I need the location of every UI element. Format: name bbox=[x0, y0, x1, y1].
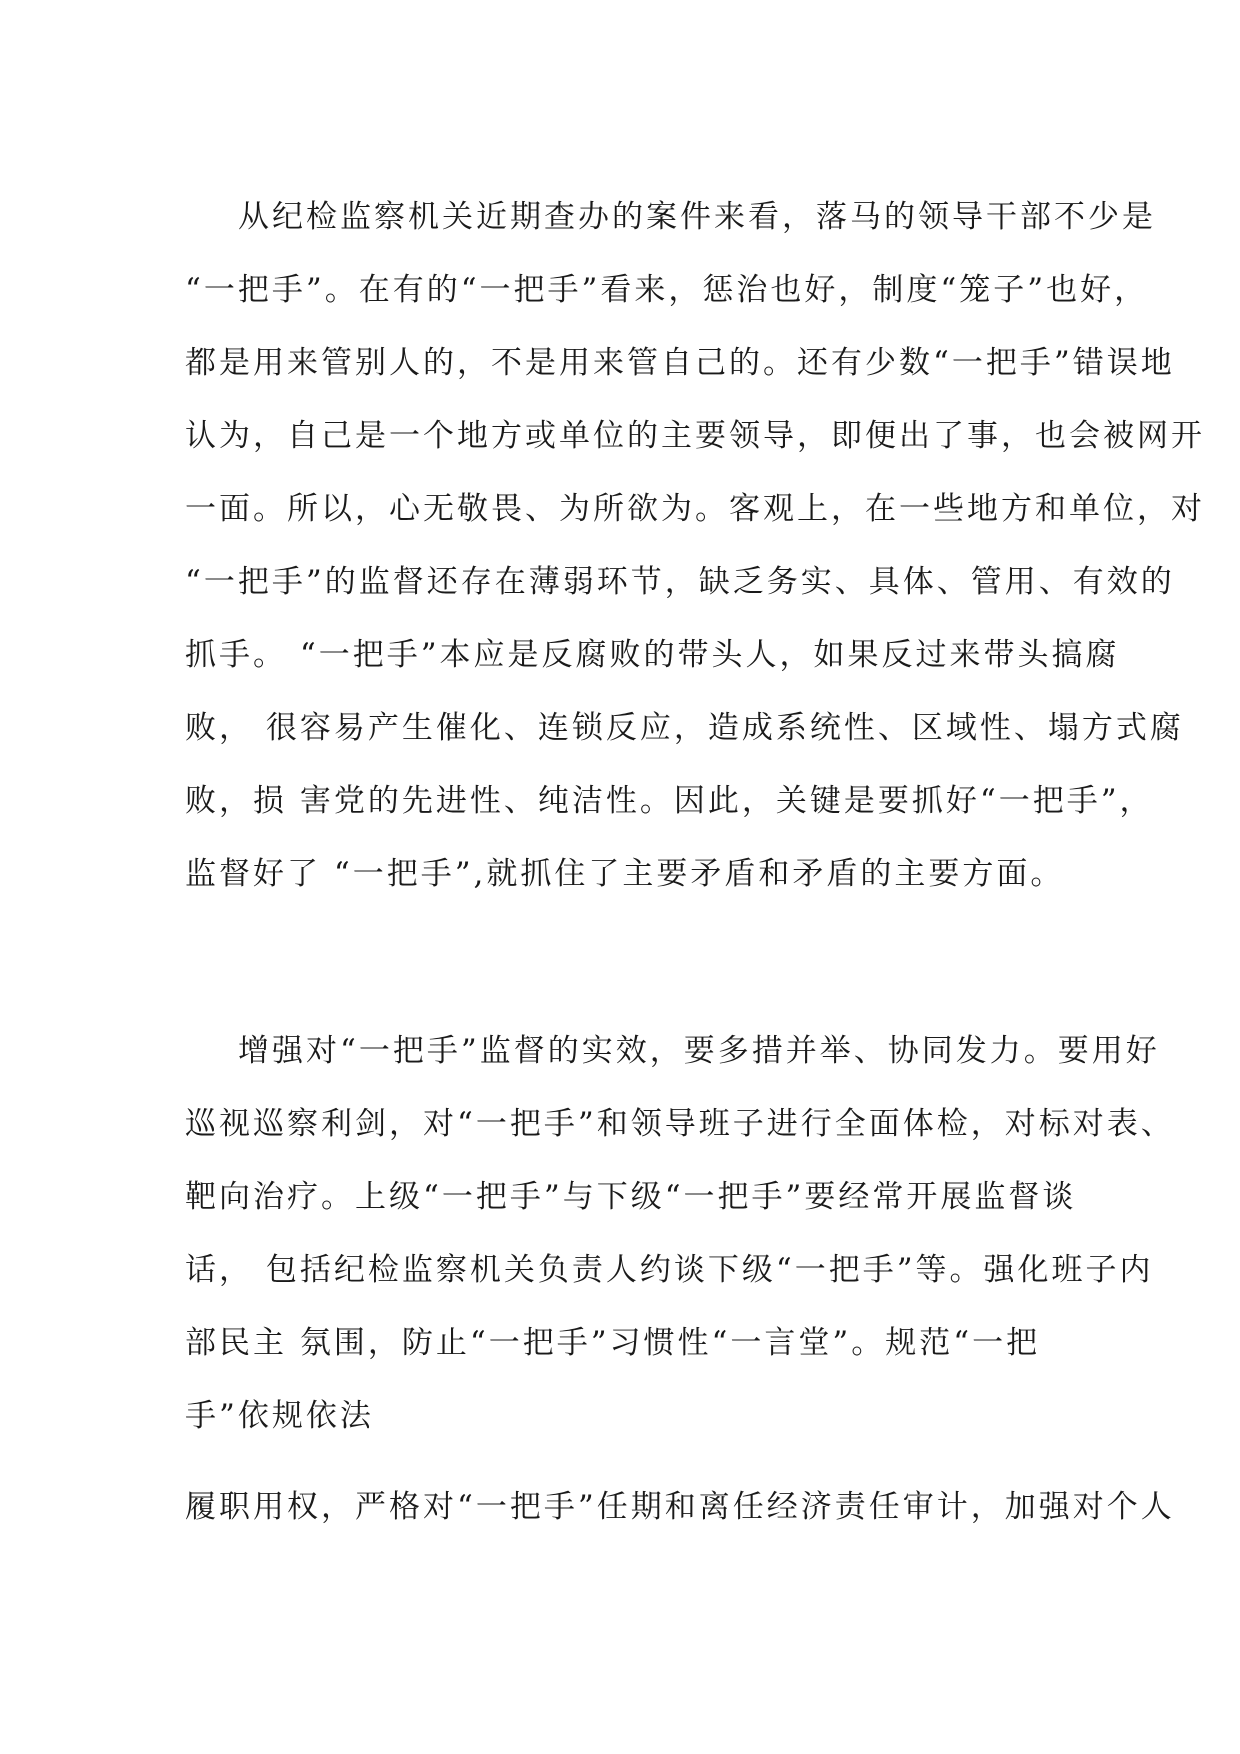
paragraph-1-line-8: 败， 很容易产生催化、连锁反应，造成系统性、区域性、塌方式腐 bbox=[185, 710, 1184, 746]
paragraph-2-line-5: 部民主 氛围，防止“一把手”习惯性“一言堂”。规范“一把 bbox=[185, 1325, 1041, 1361]
paragraph-2-line-4: 话， 包括纪检监察机关负责人约谈下级“一把手”等。强化班子内 bbox=[185, 1252, 1154, 1288]
paragraph-2-line-3: 靶向治疗。上级“一把手”与下级“一把手”要经常开展监督谈 bbox=[185, 1179, 1077, 1215]
paragraph-1-line-10: 监督好了 “一把手”,就抓住了主要矛盾和矛盾的主要方面。 bbox=[185, 856, 1065, 892]
paragraph-1-line-7: 抓手。 “一把手”本应是反腐败的带头人，如果反过来带头搞腐 bbox=[185, 637, 1120, 673]
paragraph-1-line-5: 一面。所以，心无敬畏、为所欲为。客观上，在一些地方和单位，对 bbox=[185, 491, 1205, 527]
paragraph-1-line-4: 认为，自己是一个地方或单位的主要领导，即便出了事，也会被网开 bbox=[185, 418, 1205, 454]
paragraph-2-line-2: 巡视巡察利剑，对“一把手”和领导班子进行全面体检，对标对表、 bbox=[185, 1106, 1175, 1142]
paragraph-1-line-2: “一把手”。在有的“一把手”看来，惩治也好，制度“笼子”也好， bbox=[185, 272, 1149, 308]
paragraph-1-line-3: 都是用来管别人的，不是用来管自己的。还有少数“一把手”错误地 bbox=[185, 345, 1175, 381]
paragraph-1-line-1: 从纪检监察机关近期查办的案件来看，落马的领导干部不少是 bbox=[238, 199, 1156, 235]
paragraph-1-line-6: “一把手”的监督还存在薄弱环节，缺乏务实、具体、管用、有效的 bbox=[185, 564, 1175, 600]
paragraph-1-line-9: 败，损 害党的先进性、纯洁性。因此，关键是要抓好“一把手”， bbox=[185, 783, 1154, 819]
paragraph-2-line-6: 手”依规依法 bbox=[185, 1398, 374, 1434]
paragraph-3-line-1: 履职用权，严格对“一把手”任期和离任经济责任审计，加强对个人 bbox=[185, 1489, 1175, 1525]
paragraph-2-line-1: 增强对“一把手”监督的实效，要多措并举、协同发力。要用好 bbox=[238, 1033, 1160, 1069]
